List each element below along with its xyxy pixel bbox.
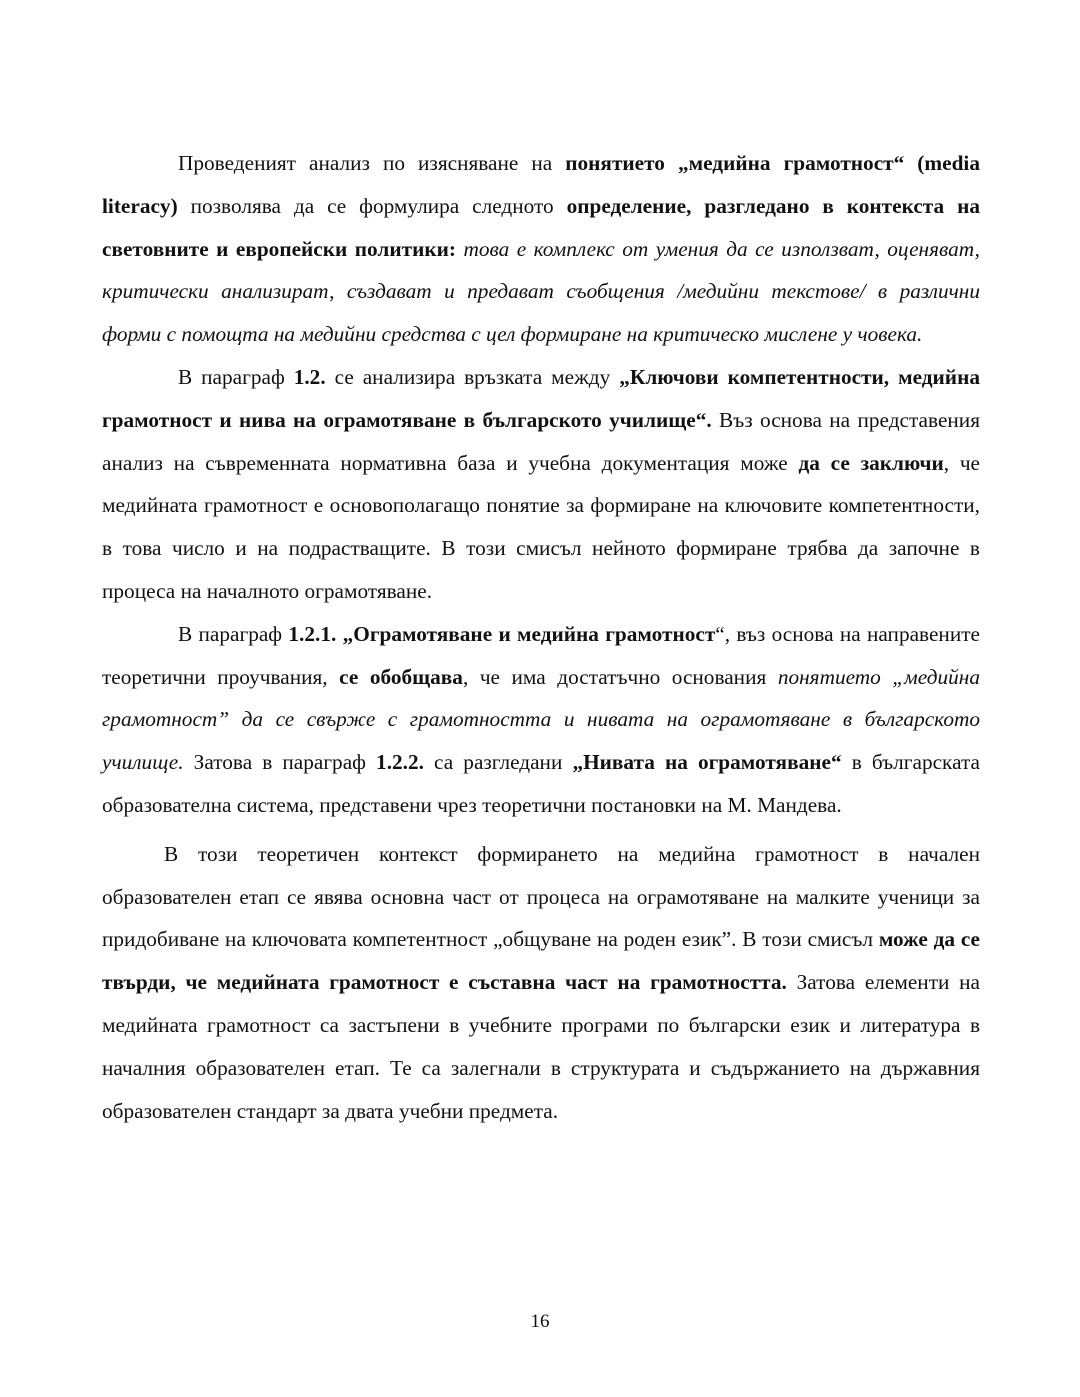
text-run: Затова в параграф [183, 750, 377, 775]
bold-text: 1.2. [293, 364, 326, 389]
text-run: Затова елементи на медийната грамотност са застъпени в учебните програми по български език и литература в началния образователен етап. Те са залегнали в структурата и съдържанието на държавния образователен стандарт за двата учебни предмета. [102, 970, 981, 1123]
text-run: В този теоретичен контекст формирането на медийна грамотност в начален образователен етап се явява основна част от процеса на ограмотяване на малките ученици за придобиване на ключовата компетентност „общуване на роден език”. В този смисъл [102, 841, 980, 952]
text-run: В параграф [178, 364, 294, 389]
italic-text: понятието „медийна грамотност” да се свърже с грамотността и нивата на ограмотяване в българското училище. [102, 664, 980, 775]
text-run: “, въз основа на направените теоретични проучвания, [102, 621, 980, 689]
text-run: се анализира връзката между [325, 364, 620, 389]
bold-text: 1.2.2. [376, 750, 424, 775]
bold-text: може да се твърди, че медийната грамотност е съставна част на грамотността. [102, 927, 980, 995]
text-run: позволява да се формулира следното [177, 193, 567, 218]
text-run: В параграф [178, 621, 289, 646]
bold-text: понятието „медийна грамотност“ (media literacy) [102, 151, 980, 218]
paragraph [102, 142, 980, 356]
body-text [102, 142, 980, 1132]
page-number: 16 [530, 1311, 550, 1332]
text-run: , че има достатъчно основания [462, 664, 778, 689]
text-run: , че медийната грамотност е основополагащо понятие за формиране на ключовите компетентности, в това число и на подрастващите. В този смисъл нейното формиране трябва да започне в процеса на началното ограмотяване. [102, 450, 980, 603]
bold-text: да се заключи [798, 450, 944, 475]
paragraph [102, 833, 980, 1133]
bold-text: се обобщава [339, 664, 463, 689]
paragraph [102, 356, 980, 613]
bold-text: „Нивата на ограмотяване“ [572, 750, 842, 775]
text-run: Проведеният анализ по изясняване на [178, 151, 566, 175]
bold-text: 1.2.1. „Ограмотяване и медийна грамотност [288, 621, 716, 646]
paragraph [102, 613, 980, 827]
bold-text: определение, разгледано в контекста на световните и европейски политики: [102, 193, 980, 261]
bold-text: „Ключови компетентности, медийна грамотност и нива на ограмотяване в българското училище“. [102, 364, 980, 432]
text-run: Въз основа на представения анализ на съвременната нормативна база и учебна документация може [102, 407, 980, 475]
text-run: са разгледани [423, 750, 573, 775]
italic-text: това е комплекс от умения да се използват, оценяват, критически анализират, създават и предават съобщения /медийни текстове/ в различни форми с помощта на медийни средства с цел формиране на критическо мислене у човека. [102, 236, 980, 347]
text-run: в българската образователна система, представени чрез теоретични постановки на М. Мандева. [102, 750, 981, 817]
